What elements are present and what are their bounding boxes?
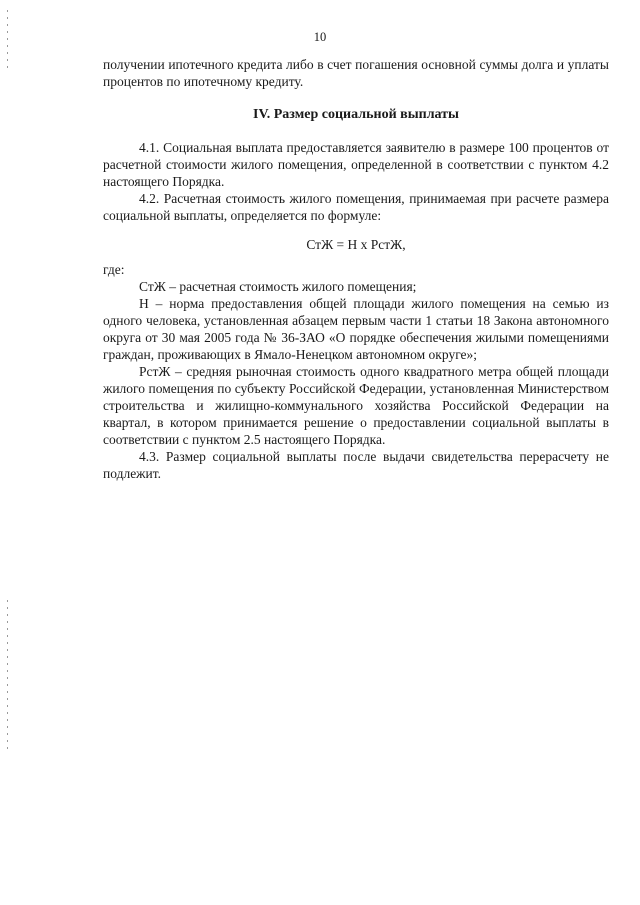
- page-number: 10: [313, 30, 327, 44]
- definition-rstzh: РстЖ – средняя рыночная стоимость одного квадратного метра общей площади жилого помещения по субъекту Российской Федерации, установленная Министерством строительства и жилищно-коммунального хозяйства Российской Федерации на квартал, в котором принимается решение о предоставлении социальной выплаты в соответствии с пунктом 2.5 настоящего Порядка.: [103, 364, 609, 447]
- section-heading: IV. Размер социальной выплаты: [253, 107, 459, 122]
- paragraph-4-2: 4.2. Расчетная стоимость жилого помещения, принимаемая при расчете размера социальной выплаты, определяется по формуле:: [103, 191, 609, 223]
- definition-stzh: СтЖ – расчетная стоимость жилого помещения;: [139, 279, 417, 294]
- definition-n: Н – норма предоставления общей площади жилого помещения на семью из одного человека, установленная абзацем первым части 1 статьи 18 Закона автономного округа от 30 мая 2005 года № 36-ЗАО «О порядке обеспечения жилыми помещениями граждан, проживающих в Ямало-Ненецком автономном округе»;: [103, 296, 609, 362]
- scan-edge-mark: [7, 600, 8, 750]
- formula: СтЖ = Н х РстЖ,: [306, 237, 406, 252]
- document-body: [103, 56, 609, 482]
- where-label: где:: [103, 262, 125, 277]
- paragraph-4-3: 4.3. Размер социальной выплаты после выдачи свидетельства перерасчету не подлежит.: [103, 449, 609, 481]
- intro-paragraph: получении ипотечного кредита либо в счет погашения основной суммы долга и уплаты процентов по ипотечному кредиту.: [103, 57, 609, 89]
- paragraph-4-1: 4.1. Социальная выплата предоставляется заявителю в размере 100 процентов от расчетной стоимости жилого помещения, определенной в соответствии с пунктом 4.2 настоящего Порядка.: [103, 140, 609, 189]
